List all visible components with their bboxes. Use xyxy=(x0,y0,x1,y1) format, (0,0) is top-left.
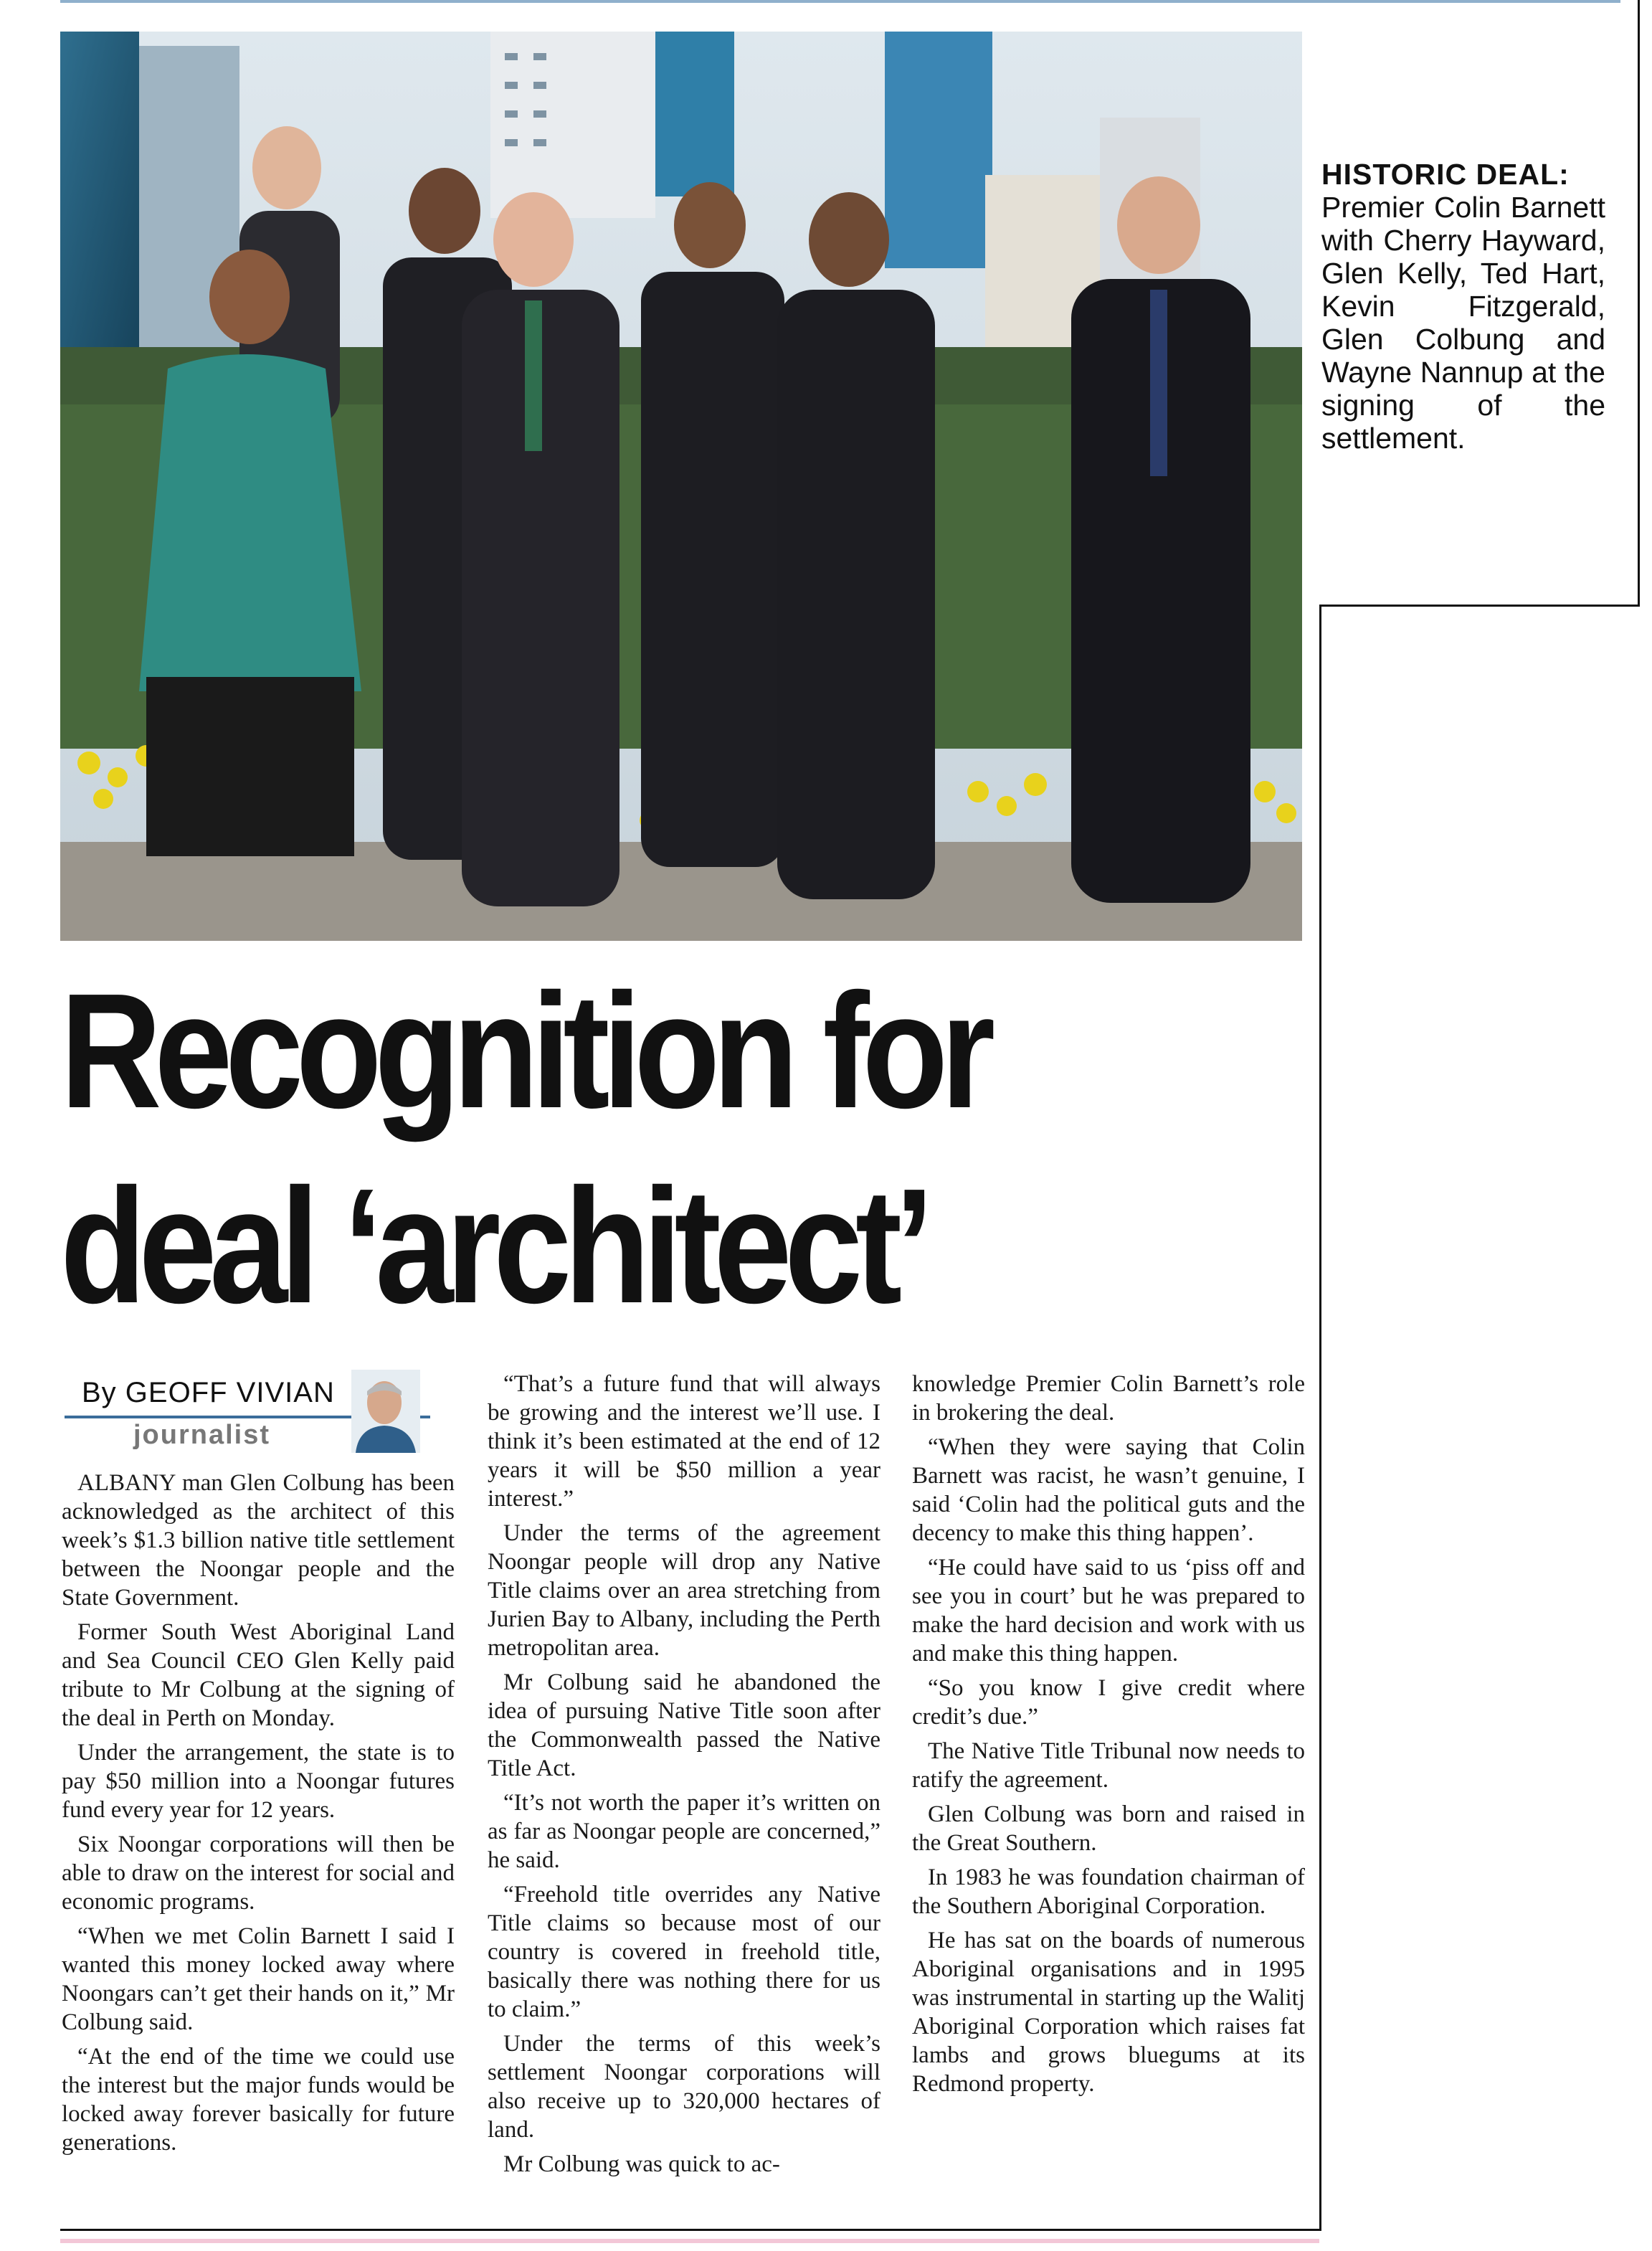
paragraph: “At the end of the time we could use the interest but the major funds would be locked away forever basically for future generations. xyxy=(62,2044,455,2156)
headline-line-2: deal ‘architect’ xyxy=(60,1155,927,1337)
byline-role: journalist xyxy=(133,1420,271,1450)
group-photo-image xyxy=(60,32,1302,941)
paragraph: Former South West Aboriginal Land and Sea Council CEO Glen Kelly paid tribute to Mr Colbung at the signing of the deal in Perth on Monday. xyxy=(62,1619,455,1731)
author-avatar xyxy=(351,1370,420,1453)
article-column-3 xyxy=(912,1370,1305,2104)
paragraph: Mr Colbung was quick to ac- xyxy=(503,2151,780,2177)
paragraph: The Native Title Tribunal now needs to ratify the agreement. xyxy=(912,1738,1305,1793)
byline-author: By GEOFF VIVIAN xyxy=(82,1377,335,1408)
paragraph: Glen Colbung was born and raised in the Great Southern. xyxy=(912,1801,1305,1856)
paragraph: In 1983 he was foundation chairman of the Southern Aboriginal Corporation. xyxy=(912,1864,1305,1919)
bottom-accent-rule xyxy=(60,2239,1319,2243)
headline-line-1: Recognition for xyxy=(60,960,988,1142)
frame-rule xyxy=(1319,605,1321,2231)
frame-rule xyxy=(1319,605,1640,607)
paragraph: “That’s a future fund that will always be growing and the interest we’ll use. I think it’s been estimated at the end of 12 years it will be $50 million a year interest.” xyxy=(488,1371,880,1512)
paragraph: “Freehold title overrides any Native Title claims so because most of our country is covered in freehold title, basically there was nothing there for us to claim.” xyxy=(488,1882,880,2022)
paragraph: “He could have said to us ‘piss off and see you in court’ but he was prepared to make the hard decision and work with us and make this thing happen. xyxy=(912,1555,1305,1667)
headline xyxy=(60,954,1146,1344)
caption-heading: HISTORIC DEAL: xyxy=(1321,158,1570,191)
frame-rule xyxy=(1638,0,1640,606)
paragraph: “So you know I give credit where credit’s due.” xyxy=(912,1675,1305,1730)
paragraph: Six Noongar corporations will then be able to draw on the interest for social and economic programs. xyxy=(62,1831,455,1915)
top-rule xyxy=(60,0,1620,3)
paragraph: “When they were saying that Colin Barnett was racist, he wasn’t genuine, I said ‘Colin had the political guts and the decency to make this thing happen’. xyxy=(912,1434,1305,1546)
frame-rule xyxy=(60,2229,1321,2231)
caption-body: Premier Colin Barnett with Cherry Hayward, Glen Kelly, Ted Hart, Kevin Fitzgerald, Glen Colbung and Wayne Nannup at the signing of the settlement. xyxy=(1321,191,1605,455)
paragraph: Under the terms of the agreement Noongar people will drop any Native Title claims over an area stretching from Jurien Bay to Albany, including the Perth metropolitan area. xyxy=(488,1520,880,1661)
article-column-2 xyxy=(488,1370,880,2184)
paragraph: He has sat on the boards of numerous Aboriginal organisations and in 1995 was instrumental in starting up the Walitj Aboriginal Corporation which raises fat lambs and grows bluegums at its Redmond property. xyxy=(912,1928,1305,2097)
paragraph: Under the arrangement, the state is to pay $50 million into a Noongar futures fund every year for 12 years. xyxy=(62,1740,455,1823)
paragraph: “When we met Colin Barnett I said I wanted this money locked away where Noongars can’t get their hands on it,” Mr Colbung said. xyxy=(62,1923,455,2035)
paragraph: “It’s not worth the paper it’s written on as far as Noongar people are concerned,” he said. xyxy=(488,1790,880,1873)
author-photo-icon xyxy=(351,1370,420,1453)
group-photo xyxy=(60,32,1302,941)
paragraph: Under the terms of this week’s settlement Noongar corporations will also receive up to 320,000 hectares of land. xyxy=(488,2031,880,2143)
paragraph: knowledge Premier Colin Barnett’s role in brokering the deal. xyxy=(912,1371,1305,1426)
article-column-1 xyxy=(62,1469,455,2163)
paragraph: ALBANY man Glen Colbung has been acknowledged as the architect of this week’s $1.3 billion native title settlement between the Noongar people and the State Government. xyxy=(62,1470,455,1611)
byline xyxy=(65,1370,430,1456)
paragraph: Mr Colbung said he abandoned the idea of pursuing Native Title soon after the Commonwealth passed the Native Title Act. xyxy=(488,1669,880,1781)
photo-caption xyxy=(1321,158,1605,455)
